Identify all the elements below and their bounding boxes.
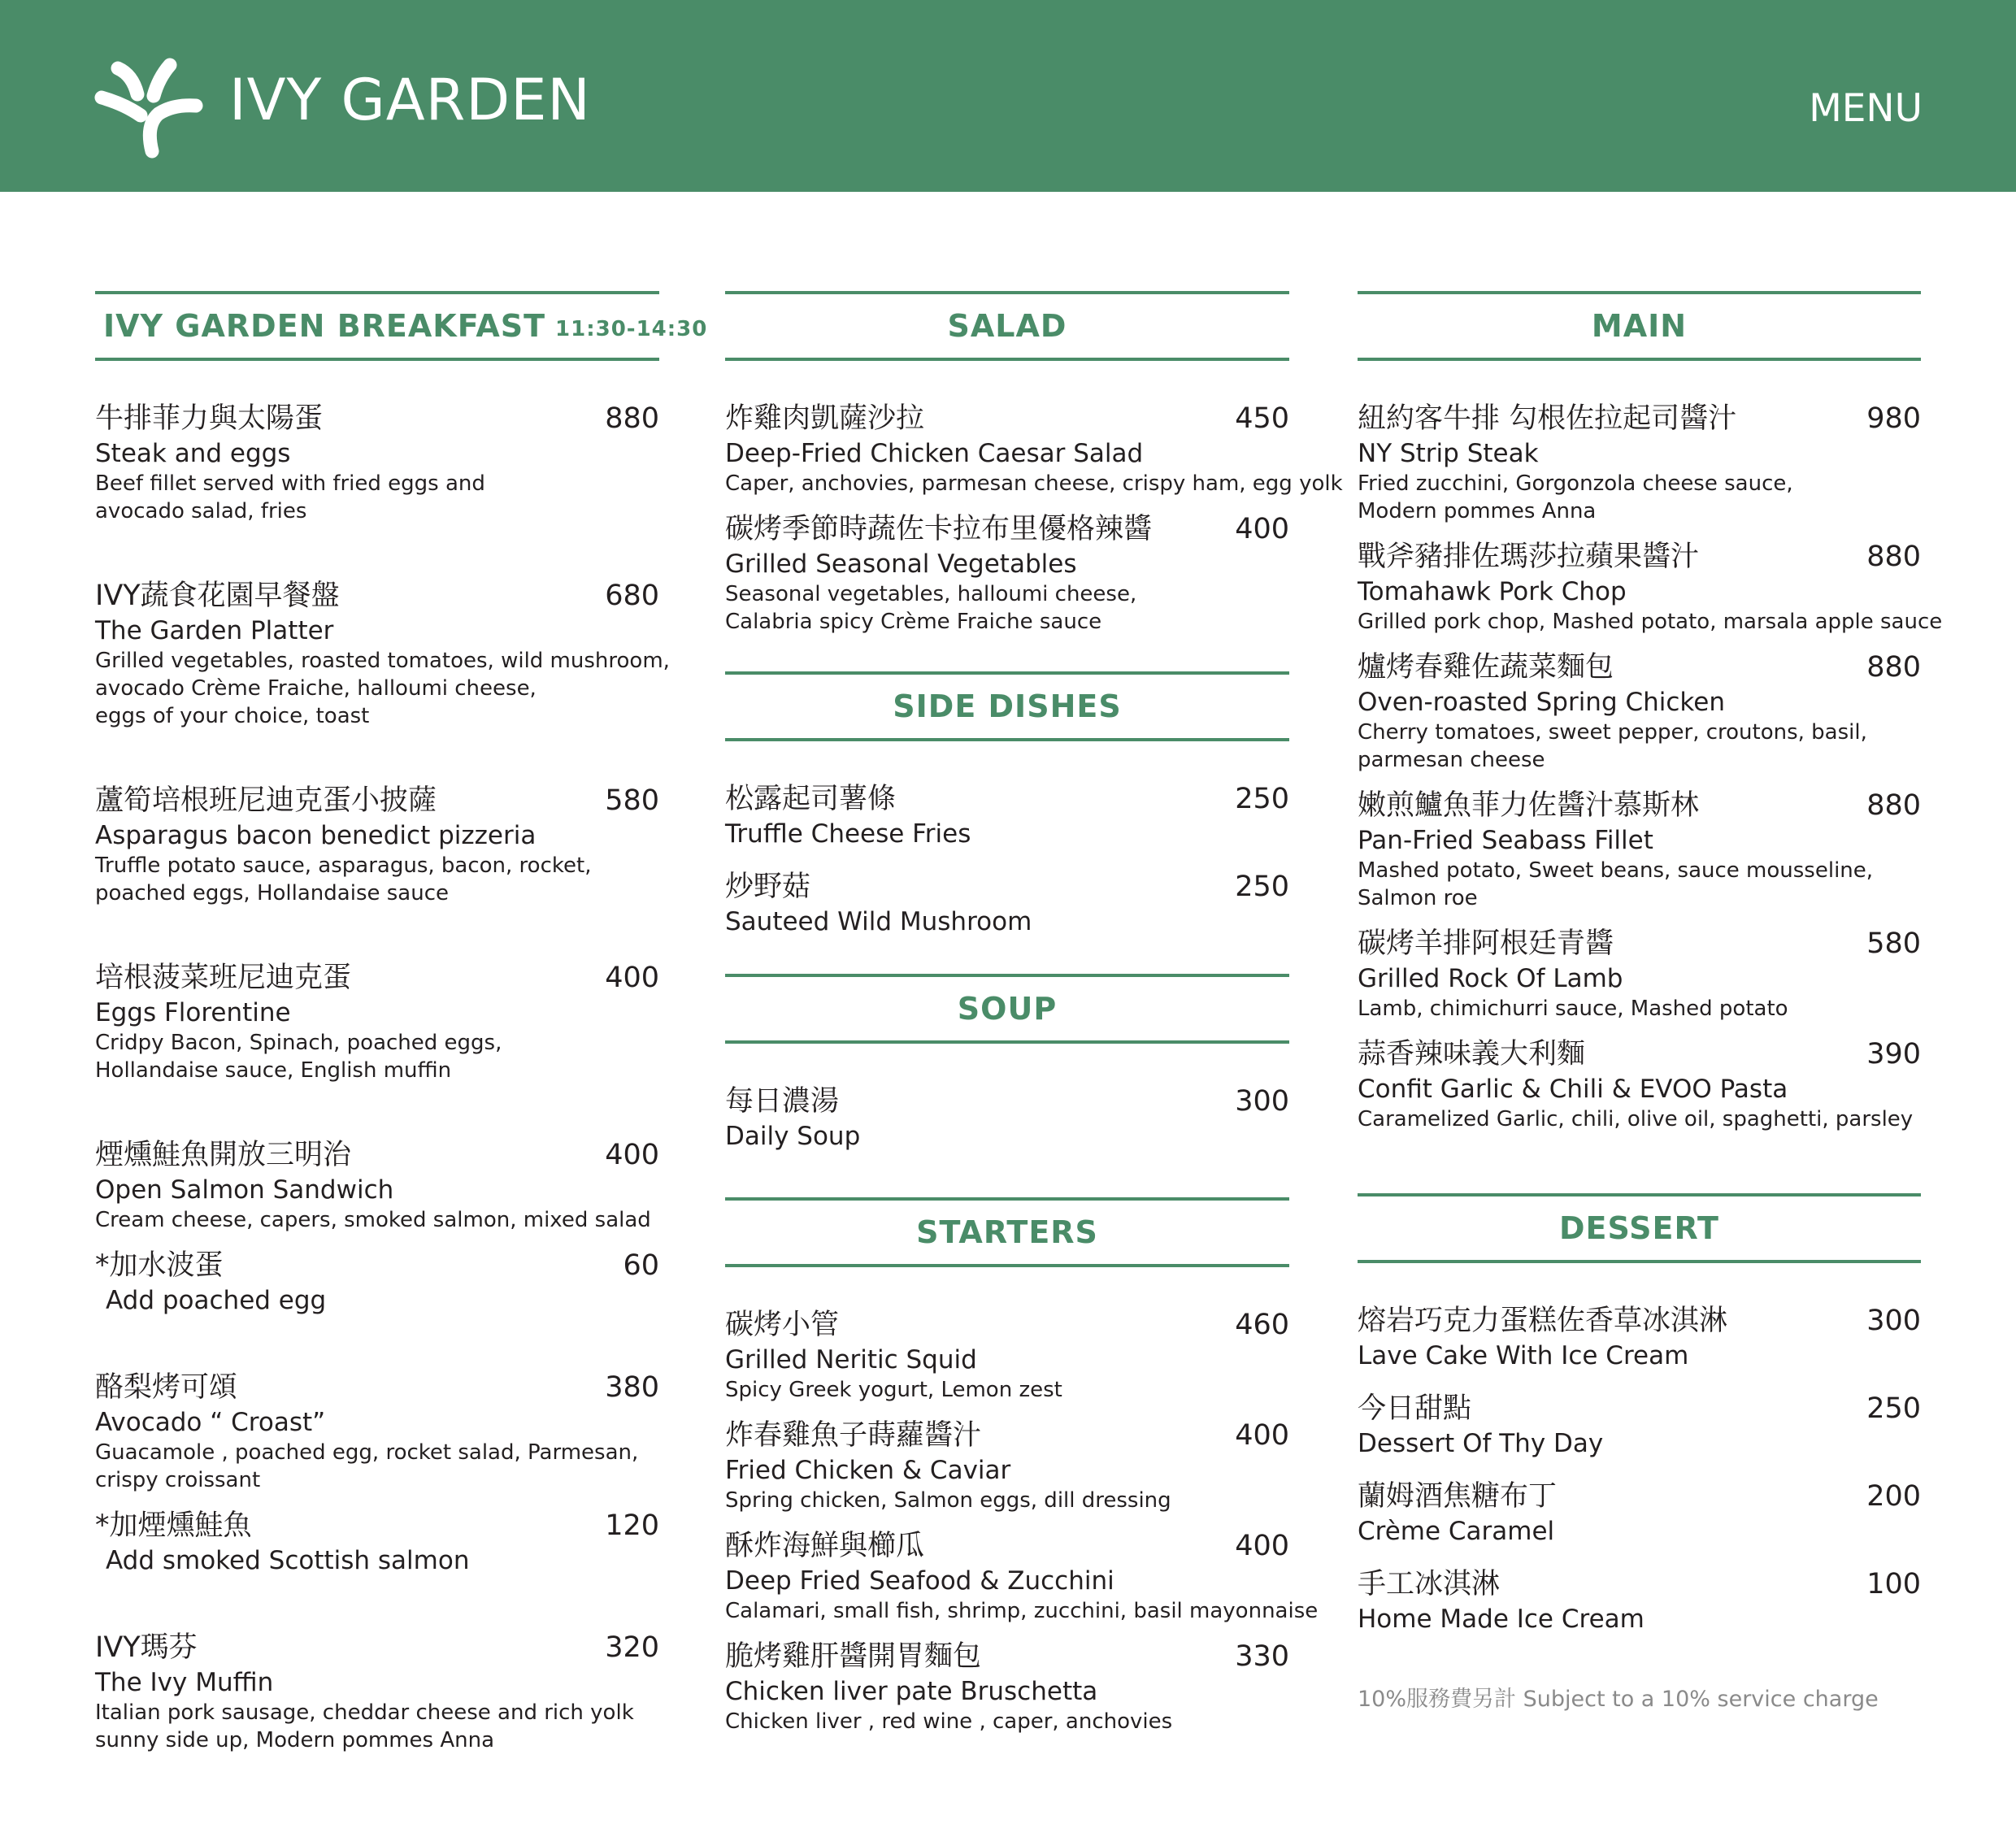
item-price: 880 <box>1866 541 1921 573</box>
item-name-zh: 嫩煎鱸魚菲力佐醬汁慕斯林 <box>1358 789 1700 822</box>
item-price: 100 <box>1866 1568 1921 1600</box>
item-name-zh: 碳烤季節時蔬佐卡拉布里優格辣醬 <box>725 513 1153 545</box>
item-description: Grilled vegetables, roasted tomatoes, wild mushroom, <box>95 649 670 673</box>
item-price: 400 <box>1235 1530 1289 1562</box>
item-description: Chicken liver , red wine , caper, anchovies <box>725 1709 1173 1734</box>
item-name-en: The Garden Platter <box>95 616 334 645</box>
service-charge-note: 10%服務費另計 Subject to a 10% service charge <box>1358 1687 1879 1712</box>
menu-item <box>1358 649 1921 774</box>
header-bar <box>0 0 2016 192</box>
item-description: Lamb, chimichurri sauce, Mashed potato <box>1358 997 1788 1021</box>
item-name-en: Chicken liver pate Bruschetta <box>725 1677 1098 1706</box>
menu-item <box>725 1306 1289 1404</box>
item-price: 880 <box>1866 651 1921 684</box>
starters-items <box>725 1306 1319 1735</box>
item-description: Grilled pork chop, Mashed potato, marsala apple sauce <box>1358 610 1943 634</box>
menu-item <box>725 868 1289 938</box>
salad-items <box>725 400 1343 636</box>
main-column <box>1358 291 1943 1713</box>
item-price: 460 <box>1235 1309 1289 1341</box>
item-name-en: Sauteed Wild Mushroom <box>725 907 1032 936</box>
item-name-en: Fried Chicken & Caviar <box>725 1456 1011 1485</box>
menu-item <box>725 1527 1319 1625</box>
item-price: 120 <box>605 1509 659 1542</box>
item-name-zh: 紐約客牛排 勾根佐拉起司醬汁 <box>1358 402 1737 435</box>
item-price: 880 <box>605 402 659 435</box>
item-price: 400 <box>605 962 659 994</box>
menu-item <box>725 510 1289 636</box>
item-description: parmesan cheese <box>1358 748 1545 772</box>
menu-item <box>95 1136 659 1234</box>
item-price: 380 <box>605 1371 659 1404</box>
item-name-en: Deep Fried Seafood & Zucchini <box>725 1566 1114 1596</box>
item-name-en: Oven-roasted Spring Chicken <box>1358 688 1725 717</box>
item-name-zh: 蘭姆酒焦糖布丁 <box>1358 1480 1558 1513</box>
item-name-en: Dessert Of Thy Day <box>1358 1429 1604 1458</box>
item-name-zh: 蘆筍培根班尼迪克蛋小披薩 <box>95 784 437 817</box>
menu-item <box>725 1638 1289 1735</box>
item-description: Beef fillet served with fried eggs and <box>95 471 485 496</box>
item-name-en: Lave Cake With Ice Cream <box>1358 1341 1689 1370</box>
item-name-zh: 碳烤小管 <box>725 1309 840 1341</box>
item-price: 980 <box>1866 402 1921 435</box>
item-description: avocado Crème Fraiche, halloumi cheese, <box>95 676 537 701</box>
item-name-en: Confit Garlic & Chili & EVOO Pasta <box>1358 1075 1788 1104</box>
item-description: Salmon roe <box>1358 886 1478 910</box>
item-name-zh: 爐烤春雞佐蔬菜麵包 <box>1358 651 1614 684</box>
item-price: 880 <box>1866 789 1921 822</box>
item-name-en: Grilled Neritic Squid <box>725 1345 977 1375</box>
item-name-zh: IVY瑪芬 <box>95 1631 198 1664</box>
item-name-zh: 牛排菲力與太陽蛋 <box>95 402 324 435</box>
item-price: 390 <box>1866 1038 1921 1071</box>
section-header-side-dishes <box>725 671 1289 741</box>
item-description: Cridpy Bacon, Spinach, poached eggs, <box>95 1031 502 1055</box>
item-price: 250 <box>1235 783 1289 815</box>
item-price: 580 <box>605 784 659 817</box>
menu-item <box>725 400 1343 497</box>
menu-item <box>1358 538 1943 636</box>
item-description: Spicy Greek yogurt, Lemon zest <box>725 1378 1062 1402</box>
brand-name: IVY GARDEN <box>229 67 591 133</box>
ivy-logo-icon <box>92 57 206 163</box>
menu-item <box>95 959 659 1084</box>
item-description: Caramelized Garlic, chili, olive oil, spaghetti, parsley <box>1358 1107 1914 1131</box>
item-name-zh: 炸雞肉凱薩沙拉 <box>725 402 925 435</box>
item-description: poached eggs, Hollandaise sauce <box>95 881 449 905</box>
item-price: 400 <box>605 1139 659 1171</box>
soup-title: SOUP <box>957 991 1058 1027</box>
breakfast-items <box>95 400 670 1754</box>
item-description: Truffle potato sauce, asparagus, bacon, rocket, <box>95 853 592 878</box>
item-price: 580 <box>1866 927 1921 960</box>
menu-item <box>95 1507 659 1577</box>
item-name-zh: 培根菠菜班尼迪克蛋 <box>95 962 352 994</box>
item-name-en: Add poached egg <box>106 1286 327 1315</box>
item-description: Caper, anchovies, parmesan cheese, crispy ham, egg yolk <box>725 471 1343 496</box>
item-description: Calabria spicy Crème Fraiche sauce <box>725 610 1102 634</box>
item-name-en: Tomahawk Pork Chop <box>1358 577 1627 606</box>
menu-item <box>725 780 1289 850</box>
item-name-zh: *加煙燻鮭魚 <box>95 1509 252 1542</box>
item-description: Hollandaise sauce, English muffin <box>95 1058 452 1083</box>
item-name-zh: 手工冰淇淋 <box>1358 1568 1501 1600</box>
item-price: 320 <box>605 1631 659 1664</box>
soup-items <box>725 1083 1289 1153</box>
item-price: 330 <box>1235 1640 1289 1673</box>
menu-item <box>1358 1302 1921 1372</box>
item-name-zh: 松露起司薯條 <box>725 783 897 815</box>
breakfast-title: IVY GARDEN BREAKFAST <box>103 308 546 344</box>
starters-title: STARTERS <box>916 1214 1098 1250</box>
menu-item <box>95 400 659 525</box>
item-price: 200 <box>1866 1480 1921 1513</box>
item-description: sunny side up, Modern pommes Anna <box>95 1728 495 1752</box>
item-price: 400 <box>1235 513 1289 545</box>
item-name-zh: 碳烤羊排阿根廷青醬 <box>1358 927 1614 960</box>
item-name-zh: 酪梨烤可頌 <box>95 1371 238 1404</box>
item-name-zh: 今日甜點 <box>1358 1392 1472 1425</box>
item-description: eggs of your choice, toast <box>95 704 370 728</box>
menu-item <box>725 1417 1289 1514</box>
menu-label: MENU <box>1809 86 1923 131</box>
item-price: 250 <box>1235 871 1289 903</box>
item-name-en: Home Made Ice Cream <box>1358 1605 1645 1634</box>
item-name-zh: 每日濃湯 <box>725 1085 840 1118</box>
salad-column <box>725 291 1343 1735</box>
item-name-en: Grilled Rock Of Lamb <box>1358 964 1623 993</box>
item-description: crispy croissant <box>95 1468 261 1492</box>
breakfast-column <box>95 291 708 1754</box>
menu-item <box>1358 400 1921 525</box>
side-dishes-items <box>725 780 1289 938</box>
menu-item <box>95 1369 659 1494</box>
item-name-zh: IVY蔬食花園早餐盤 <box>95 580 340 612</box>
item-name-en: Avocado “ Croast” <box>95 1408 326 1437</box>
item-name-en: Add smoked Scottish salmon <box>106 1546 470 1575</box>
item-description: Spring chicken, Salmon eggs, dill dressing <box>725 1488 1171 1513</box>
item-description: avocado salad, fries <box>95 499 307 523</box>
item-name-en: NY Strip Steak <box>1358 439 1539 468</box>
item-description: Guacamole , poached egg, rocket salad, Parmesan, <box>95 1440 639 1465</box>
item-description: Fried zucchini, Gorgonzola cheese sauce, <box>1358 471 1793 496</box>
item-name-zh: 熔岩巧克力蛋糕佐香草冰淇淋 <box>1358 1305 1728 1337</box>
item-name-zh: 戰斧豬排佐瑪莎拉蘋果醬汁 <box>1358 541 1700 573</box>
menu-item <box>95 577 670 730</box>
item-name-en: Daily Soup <box>725 1122 861 1151</box>
item-description: Calamari, small fish, shrimp, zucchini, basil mayonnaise <box>725 1599 1319 1623</box>
item-description: Seasonal vegetables, halloumi cheese, <box>725 582 1137 606</box>
item-price: 680 <box>605 580 659 612</box>
menu-item <box>95 1247 659 1317</box>
menu-item <box>1358 787 1921 912</box>
item-name-en: Asparagus bacon benedict pizzeria <box>95 821 537 850</box>
salad-title: SALAD <box>947 308 1067 344</box>
item-name-zh: 炒野菇 <box>725 871 811 903</box>
menu-item <box>1358 1036 1921 1133</box>
item-name-en: Grilled Seasonal Vegetables <box>725 549 1077 579</box>
item-price: 450 <box>1235 402 1289 435</box>
item-name-en: Steak and eggs <box>95 439 291 468</box>
item-description: Italian pork sausage, cheddar cheese and rich yolk <box>95 1700 634 1725</box>
item-name-zh: *加水波蛋 <box>95 1249 224 1282</box>
item-price: 400 <box>1235 1419 1289 1452</box>
item-price: 60 <box>623 1249 659 1282</box>
item-name-zh: 煙燻鮭魚開放三明治 <box>95 1139 352 1171</box>
item-name-en: Deep-Fried Chicken Caesar Salad <box>725 439 1144 468</box>
item-description: Modern pommes Anna <box>1358 499 1597 523</box>
menu-item <box>95 1629 659 1754</box>
breakfast-hours: 11:30-14:30 <box>555 317 708 341</box>
item-name-en: Eggs Florentine <box>95 998 291 1027</box>
menu-item <box>1358 925 1921 1023</box>
menu-item <box>725 1083 1289 1153</box>
item-description: Mashed potato, Sweet beans, sauce mousseline, <box>1358 858 1874 883</box>
section-header-soup <box>725 974 1289 1044</box>
item-name-zh: 酥炸海鮮與櫛瓜 <box>725 1530 925 1562</box>
menu-item <box>95 782 659 907</box>
item-price: 300 <box>1866 1305 1921 1337</box>
item-price: 250 <box>1866 1392 1921 1425</box>
item-name-zh: 蒜香辣味義大利麵 <box>1358 1038 1586 1071</box>
menu-item <box>1358 1478 1921 1548</box>
main-items <box>1358 400 1943 1133</box>
section-header-breakfast <box>95 291 708 361</box>
menu-item <box>1358 1390 1921 1460</box>
item-name-en: The Ivy Muffin <box>95 1668 274 1697</box>
menu-item <box>1358 1566 1921 1635</box>
dessert-items <box>1358 1302 1921 1635</box>
item-name-en: Truffle Cheese Fries <box>725 819 971 849</box>
section-header-starters <box>725 1197 1289 1267</box>
item-description: Cherry tomatoes, sweet pepper, croutons, basil, <box>1358 720 1867 745</box>
item-price: 300 <box>1235 1085 1289 1118</box>
item-name-en: Crème Caramel <box>1358 1517 1555 1546</box>
item-name-zh: 脆烤雞肝醬開胃麵包 <box>725 1640 982 1673</box>
item-name-en: Open Salmon Sandwich <box>95 1175 394 1205</box>
section-header-main <box>1358 291 1921 361</box>
section-header-dessert <box>1358 1193 1921 1263</box>
section-header-salad <box>725 291 1289 361</box>
dessert-title: DESSERT <box>1559 1210 1719 1246</box>
item-name-zh: 炸春雞魚子蒔蘿醬汁 <box>725 1419 982 1452</box>
item-description: Cream cheese, capers, smoked salmon, mixed salad <box>95 1208 651 1232</box>
item-name-en: Pan-Fried Seabass Fillet <box>1358 826 1653 855</box>
side-dishes-title: SIDE DISHES <box>893 688 1122 724</box>
main-title: MAIN <box>1591 308 1688 344</box>
